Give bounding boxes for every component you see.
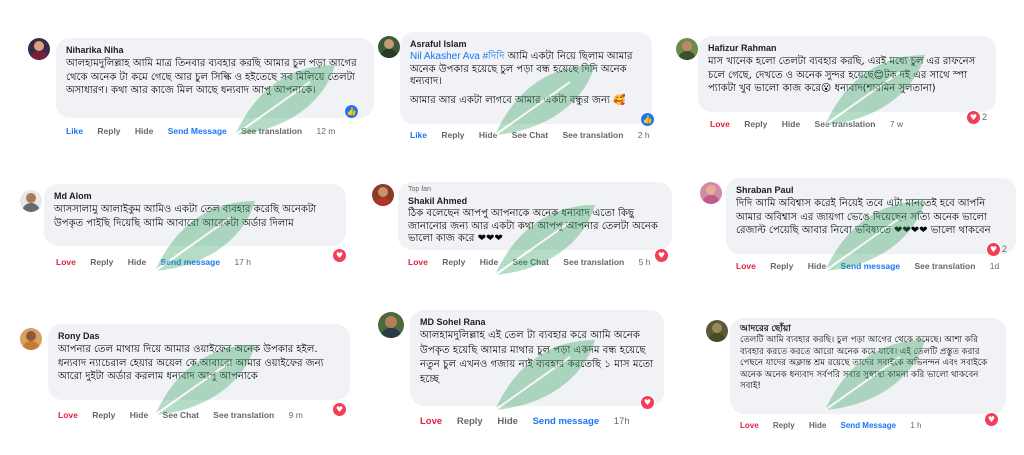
- reply-button[interactable]: Reply: [442, 257, 466, 267]
- avatar[interactable]: [20, 190, 42, 212]
- see-chat-button[interactable]: See Chat: [162, 410, 199, 420]
- comment-text: ঠিক বলেছেন আপপু আপনাকে অনেক ধন্যবাদ এতো কিছু জানানোর জন্য আর একটা কথা আপপু আপনার তেলটা অনেক ভালো কাজ করে ❤❤❤: [408, 208, 658, 244]
- hide-button[interactable]: Hide: [479, 257, 499, 267]
- hide-button[interactable]: Hide: [781, 119, 801, 129]
- comment-actions: [58, 410, 315, 420]
- comment-bubble: [698, 36, 996, 112]
- see-translation-link[interactable]: See translation: [562, 130, 624, 140]
- comment-bubble: [44, 184, 346, 246]
- comment-bubble: [726, 178, 1016, 254]
- timestamp: 5 h: [638, 257, 651, 267]
- comment-actions: [740, 421, 933, 430]
- comment-actions: [56, 257, 263, 267]
- hide-button[interactable]: Hide: [129, 410, 149, 420]
- comment-text: দিদি আমি অবিশ্বাস করেই নিয়েই তবে এটা মানতেই হবে আপনি আমার অবিশ্বাস এর জায়গা ভেঙে দিয়েছেন সত্যি অনেক ভালো রেজাল্ট পেয়েছি আবার নিবো ভবিষ্যতে ❤❤❤❤ ভালো থাকবেন: [736, 198, 991, 236]
- commenter-name[interactable]: Rony Das: [58, 331, 100, 341]
- comment-text: আলহামদুলিল্লাহ আমি মাত্র তিনবার ব্যবহার করছি আমার চুল পড়া আগের থেকে অনেক টা কমে গেছে আর চুল সিল্কি ও হইতেছে সব মিলিয়ে তেলটা অসাধারণ। কথা আর কাজে মিল আছে ধন্যবাদ আপু আপনাকে।: [66, 58, 357, 96]
- comment-text: আমি একটা নিয়ে ছিলাম আমার অনেক উপকার হয়েছে চুল পড়া বন্ধ হয়েছে দিদি অনেক ধন্যবাদ।: [410, 51, 633, 87]
- reaction-count[interactable]: 2: [1002, 244, 1008, 254]
- comment-text: আপনার তেল মাথায় দিয়ে আমার ওয়াইফের অনেক উপকার হইল. ধন্যবাদ ন্যাচেরাল হেয়ার অয়েল কে.আবারো আমার ওয়াইফের জন্য আরো দুইটা অর্ডার করলাম ধন্যবাদ আপু আপনাকে: [58, 344, 324, 382]
- commenter-name[interactable]: আদরের ছোঁয়া: [740, 323, 791, 333]
- hide-button[interactable]: Hide: [134, 126, 154, 136]
- love-button[interactable]: Love: [408, 257, 428, 267]
- timestamp: 17h: [613, 416, 630, 427]
- timestamp: 17 h: [234, 257, 251, 267]
- see-translation-link[interactable]: See translation: [914, 261, 976, 271]
- reply-button[interactable]: Reply: [744, 119, 768, 129]
- comment-text: তেলটি আমি ব্যবহার করছি। চুল পড়া আগের থেকে কমেছে। আশা করি ব্যবহার করতে করতে আরো অনেক কমে যাবে। এই তেলটি প্রস্তুত করার পেছনে যাদের অক্লান্ত শ্রম রয়েছে তাদের সবাইকে অভিনন্দন এবং সবাইকে অনেক অনেক ধন্যবাদ সর্বপরি সবার সুস্বাস্থ্য কামনা করি ভালো থাকবেন সবাই!: [740, 335, 988, 392]
- like-button[interactable]: Like: [66, 126, 84, 136]
- timestamp: 1d: [989, 261, 1000, 271]
- timestamp: 2 h: [637, 130, 650, 140]
- comment-actions: [736, 261, 1011, 271]
- love-button[interactable]: Love: [420, 416, 443, 427]
- timestamp: 1 h: [910, 421, 922, 430]
- reply-button[interactable]: Reply: [770, 261, 794, 271]
- avatar[interactable]: [378, 36, 400, 58]
- reply-button[interactable]: Reply: [97, 126, 121, 136]
- commenter-name[interactable]: Shakil Ahmed: [408, 196, 468, 206]
- comment-actions: [66, 126, 347, 136]
- heart-icon[interactable]: ♥: [966, 110, 981, 125]
- hide-button[interactable]: Hide: [127, 257, 147, 267]
- comment-bubble: [48, 324, 350, 400]
- avatar[interactable]: [700, 182, 722, 204]
- mention-link[interactable]: Nil Akasher Ava #দিদি: [410, 51, 505, 62]
- avatar[interactable]: [378, 312, 404, 338]
- send-message-button[interactable]: Send message: [160, 257, 221, 267]
- comment-text-2: আমার আর একটা লাগবে আমার একটা বন্ধুর জন্য 🥰: [410, 94, 626, 106]
- comment-actions: [410, 130, 662, 140]
- hide-button[interactable]: Hide: [807, 261, 827, 271]
- comment-bubble: [400, 32, 652, 124]
- send-message-button[interactable]: Send Message: [840, 421, 897, 430]
- commenter-name[interactable]: Niharika Niha: [66, 45, 124, 55]
- heart-icon[interactable]: ♥: [640, 395, 655, 410]
- comment-bubble: [56, 38, 374, 118]
- comment-actions: [408, 257, 662, 267]
- heart-icon[interactable]: ♥: [332, 402, 347, 417]
- reaction-count[interactable]: 2: [982, 112, 988, 122]
- comment-text: আলহামদুলিল্লাহ এই তেল টা ব্যবহার করে আমি অনেক উপকৃত হয়েছি আমার মাথার চুল পড়া একদম বন্ধ হয়েছে নতুন চুল এখনও গজায় নাই ব্যবহার করতেছি ১ মাস মতো হচ্ছে: [420, 330, 654, 385]
- heart-icon[interactable]: ♥: [332, 248, 347, 263]
- comment-text: মাস খানেক হলো তেলটা ব্যবহার করছি, এরই মধ্যে চুল এর রাফনেস চলে গেছে, দেখতে ও অনেক সুন্দর হয়েছে😊টক দই এর সাথে স্পা প্যাকটা খুব ভালো কাজ করে😮 ধন্যবাদ(শারমিন সুলতানা): [708, 56, 976, 94]
- reply-button[interactable]: Reply: [456, 416, 483, 427]
- send-message-button[interactable]: Send message: [532, 416, 600, 427]
- hide-button[interactable]: Hide: [478, 130, 498, 140]
- love-button[interactable]: Love: [710, 119, 730, 129]
- comment-actions: [420, 416, 642, 427]
- hide-button[interactable]: Hide: [808, 421, 827, 430]
- see-translation-link[interactable]: See translation: [814, 119, 876, 129]
- heart-icon[interactable]: ♥: [984, 412, 999, 427]
- timestamp: 7 w: [889, 119, 904, 129]
- comment-text: আসসালামু আলাইকুম আমিও একটা তেল ব্যবহার করেছি অনেকটা উপকৃত পাইছি দিয়েছি আমি আবারো আরেকটা অর্ডার দিলাম: [54, 204, 317, 229]
- comment-actions: [710, 119, 915, 129]
- like-reaction-icon[interactable]: 👍: [344, 104, 359, 119]
- love-button[interactable]: Love: [736, 261, 756, 271]
- timestamp: 12 m: [316, 126, 336, 136]
- send-message-button[interactable]: Send message: [840, 261, 901, 271]
- love-button[interactable]: Love: [58, 410, 78, 420]
- avatar[interactable]: [20, 328, 42, 350]
- heart-icon[interactable]: ♥: [986, 242, 1001, 257]
- avatar[interactable]: [372, 184, 394, 206]
- reply-button[interactable]: Reply: [90, 257, 114, 267]
- love-button[interactable]: Love: [56, 257, 76, 267]
- send-message-button[interactable]: Send Message: [167, 126, 227, 136]
- commenter-name[interactable]: MD Sohel Rana: [420, 317, 486, 327]
- comment-bubble: [398, 182, 672, 250]
- avatar[interactable]: [28, 38, 50, 60]
- commenter-name[interactable]: Asraful Islam: [410, 39, 467, 49]
- avatar[interactable]: [706, 320, 728, 342]
- heart-icon[interactable]: ♥: [654, 248, 669, 263]
- reply-button[interactable]: Reply: [92, 410, 116, 420]
- commenter-name[interactable]: Md Alom: [54, 191, 92, 201]
- top-fan-badge: Top fan: [408, 186, 431, 193]
- like-button[interactable]: Like: [410, 130, 428, 140]
- comment-bubble: [410, 310, 664, 406]
- comment-bubble: [730, 318, 1006, 414]
- love-button[interactable]: Love: [740, 421, 759, 430]
- commenter-name[interactable]: Shraban Paul: [736, 185, 794, 195]
- see-translation-link[interactable]: See translation: [241, 126, 303, 136]
- see-chat-button[interactable]: See Chat: [512, 257, 549, 267]
- avatar[interactable]: [676, 38, 698, 60]
- see-chat-button[interactable]: See Chat: [511, 130, 549, 140]
- timestamp: 9 m: [288, 410, 303, 420]
- reply-button[interactable]: Reply: [772, 421, 795, 430]
- see-translation-link[interactable]: See translation: [213, 410, 275, 420]
- see-translation-link[interactable]: See translation: [563, 257, 625, 267]
- hide-button[interactable]: Hide: [497, 416, 518, 427]
- like-reaction-icon[interactable]: 👍: [640, 112, 655, 127]
- reply-button[interactable]: Reply: [441, 130, 465, 140]
- commenter-name[interactable]: Hafizur Rahman: [708, 43, 777, 53]
